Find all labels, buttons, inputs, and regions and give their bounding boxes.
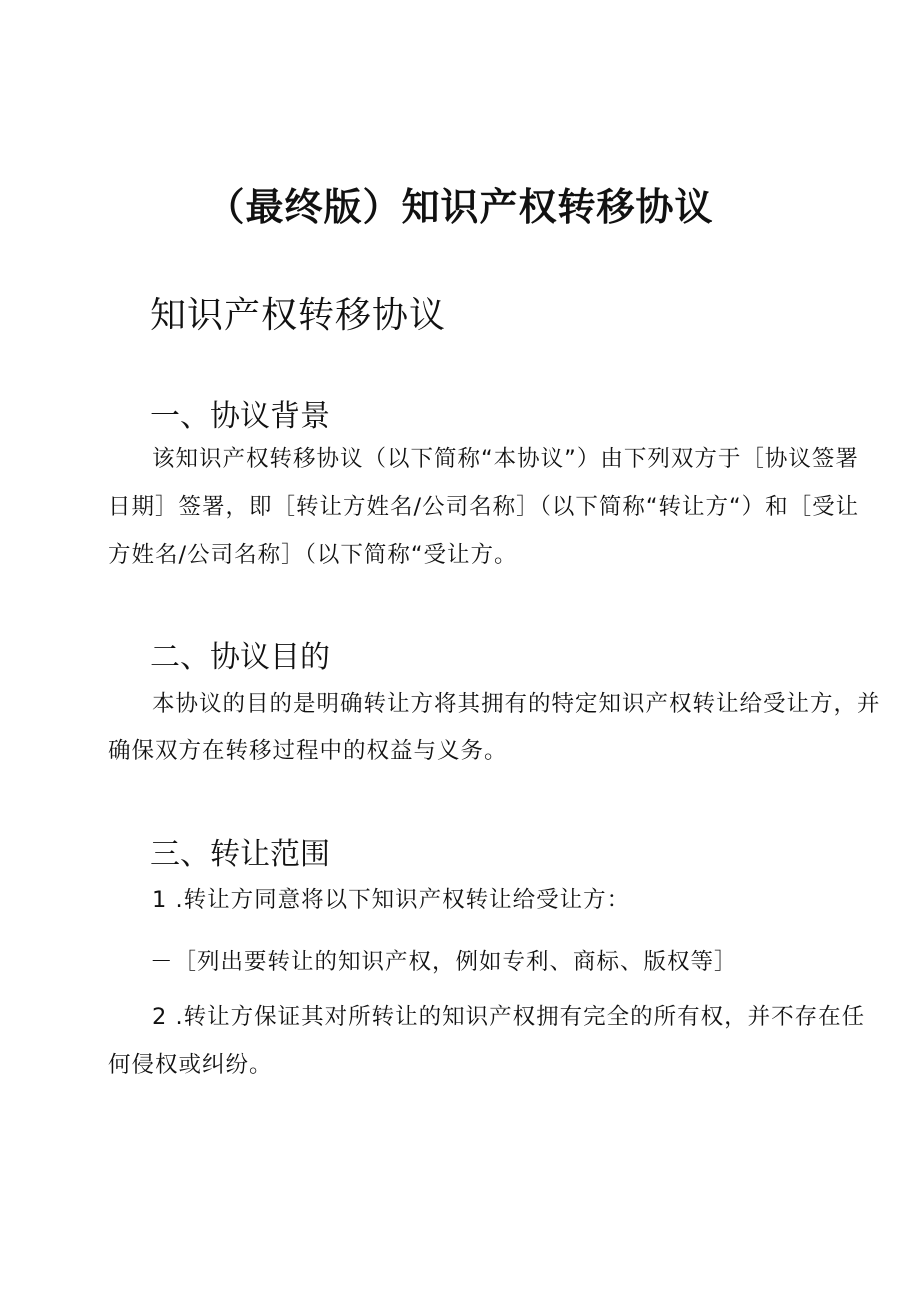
paragraph-line: 确保双方在转移过程中的权益与义务。 xyxy=(108,738,508,764)
paragraph-line: 本协议的目的是明确转让方将其拥有的特定知识产权转让给受让方，并 xyxy=(152,691,881,717)
paragraph-line: 方姓名/公司名称］（以下简称“受让方。 xyxy=(108,542,518,568)
section-heading-scope: 三、转让范围 xyxy=(150,837,330,872)
document-subtitle: 知识产权转移协议 xyxy=(150,295,447,336)
document-title: （最终版）知识产权转移协议 xyxy=(206,185,714,229)
list-item-bullet: －［列出要转让的知识产权，例如专利、商标、版权等］ xyxy=(150,949,738,975)
list-item-numbered: 2 .转让方保证其对所转让的知识产权拥有完全的所有权，并不存在任 xyxy=(152,1004,866,1030)
paragraph-line: 日期］签署，即［转让方姓名/公司名称］（以下简称“转让方“）和［受让 xyxy=(108,494,860,520)
section-heading-background: 一、协议背景 xyxy=(150,399,330,434)
section-heading-purpose: 二、协议目的 xyxy=(150,640,330,675)
paragraph-line: 何侵权或纠纷。 xyxy=(108,1052,273,1078)
list-item-numbered: 1 .转让方同意将以下知识产权转让给受让方： xyxy=(152,887,631,913)
paragraph-line: 该知识产权转移协议（以下简称“本协议”）由下列双方于［协议签署 xyxy=(152,446,859,472)
